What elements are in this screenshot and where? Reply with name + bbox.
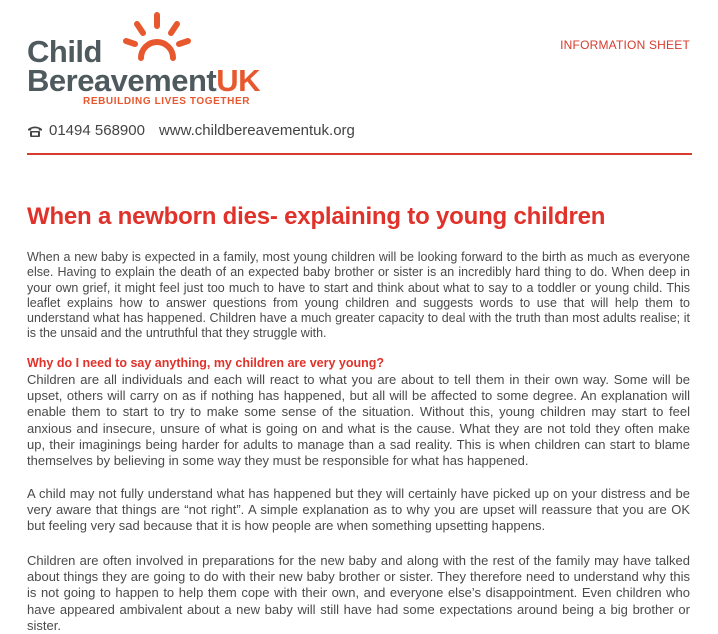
logo-word-child: Child bbox=[27, 34, 102, 69]
header-divider bbox=[27, 153, 692, 155]
logo-word-bereavement bbox=[27, 65, 260, 96]
logo-word-bereavement-text: Bereavement bbox=[27, 63, 217, 98]
website-link[interactable]: www.childbereavementuk.org bbox=[158, 122, 355, 139]
document-title: When a newborn dies- explaining to young children bbox=[27, 203, 606, 230]
information-sheet-label: INFORMATION SHEET bbox=[560, 38, 690, 52]
body-paragraph: Children are all individuals and each will react to what you are about to tell them in their own way. Some will be upset, others will carry on as if nothing has happened, but all will be affected to some degree. An explanation will enable them to start to try to make some sense of the situation. Without this, young children may start to feel anxious and insecure, unsure of what is going on and what is the cause. What they are not told they often make up, their imaginings being harder for adults to manage than a sad reality. This is when children can start to blame themselves by believing in some way they must be responsible for what has happened. bbox=[27, 372, 690, 469]
contact-line bbox=[27, 122, 355, 139]
telephone-icon bbox=[27, 125, 43, 137]
logo-word-uk: UK bbox=[216, 63, 260, 98]
phone-number: 01494 568900 bbox=[49, 122, 145, 139]
body-paragraph: Children are often involved in preparations for the new baby and along with the rest of the family may have talked about things they are going to do with their new baby brother or sister. They therefore need to understand why this is not going to happen to help them cope with their own, and everyone else’s disappointment. Even children who have appeared ambivalent about a new baby will still have had some expectations around being a big brother or sister. bbox=[27, 553, 690, 633]
intro-paragraph: When a new baby is expected in a family, most young children will be looking forward to the birth as much as everyone else. Having to explain the death of an expected baby brother or sister is an incredibly hard thing to do. When deep in your own grief, it might feel just too much to have to start and think about what to say to a toddler or young child. This leaflet explains how to answer questions from young children and suggests words to use that will help them to understand what has happened. Children have a much greater capacity to deal with the truth than most adults realise; it is the unsaid and the untruthful that they struggle with. bbox=[27, 250, 690, 341]
body-paragraph: A child may not fully understand what has happened but they will certainly have picked up on your distress and be very aware that things are “not right”. A simple explanation as to why you are upset will reassure that you are OK but feeling very sad because that it is how people are when something upsetting happens. bbox=[27, 486, 690, 534]
section-heading: Why do I need to say anything, my children are very young? bbox=[27, 356, 385, 370]
child-bereavement-uk-logo bbox=[27, 12, 267, 112]
sun-logo-icon bbox=[123, 12, 203, 66]
logo-tagline: REBUILDING LIVES TOGETHER bbox=[83, 96, 251, 107]
